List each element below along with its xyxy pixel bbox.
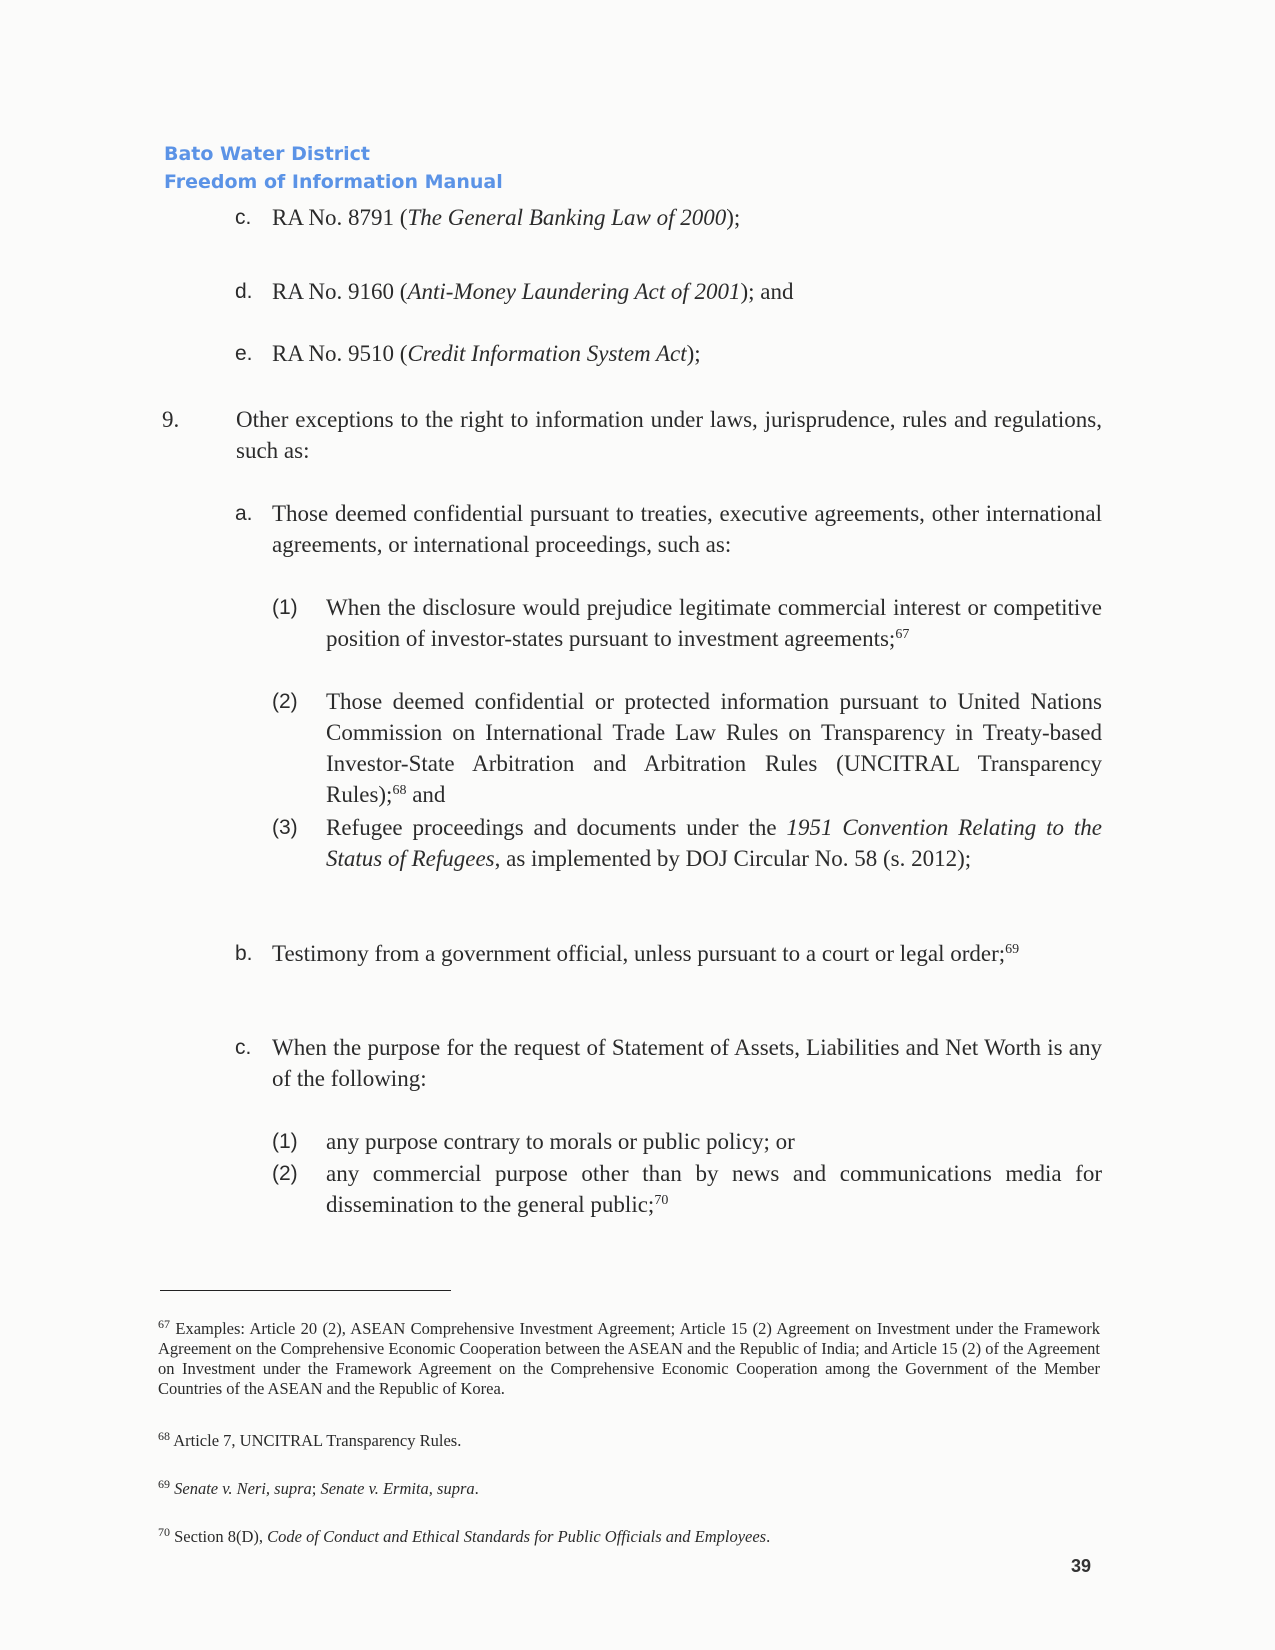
list-item-b-testimony (0, 938, 1275, 1000)
law-title: Credit Information System Act (407, 341, 687, 366)
item-label: e. (235, 342, 253, 365)
item-text: RA No. 9160 (Anti-Money Laundering Act of 2001); and (272, 279, 794, 304)
sub-item-a1 (0, 592, 1275, 685)
item-label: a. (235, 502, 253, 525)
item-text: Those deemed confidential or protected information pursuant to United Nations Commission on International Trade Law Rules on Transparency in Treaty-based Investor-State Arbitration and Arbitration Rules (UNCITRAL Transparency Rules);$^{68}$ and (326, 689, 1102, 807)
item-text: When the disclosure would prejudice legitimate commercial interest or competitive position of investor-states pursuant to investment agreements;$^{67}$ (326, 595, 1102, 651)
document-header (164, 140, 503, 196)
item-label: d. (235, 280, 253, 303)
item-text: Testimony from a government official, unless pursuant to a court or legal order;$^{69}$ (272, 941, 1020, 966)
footnote-67: $^{67}$ Examples: Article 20 (2), ASEAN Comprehensive Investment Agreement; Article 15 (2) Agreement on Investment under the Framework Agreement on the Comprehensive Economic Cooperation between the ASEAN and the Republic of India; and Article 15 (2) of the Agreement on Investment under the Framework Agreement on the Comprehensive Economic Cooperation among the Government of the Member Countries of the ASEAN and the Republic of Korea. (158, 1317, 1100, 1398)
item-label: c. (235, 1036, 252, 1059)
list-item-e-ra9510 (0, 338, 1275, 369)
footnote-69: $^{69}$ Senate v. Neri, supra; Senate v. Ermita, supra. (158, 1477, 479, 1498)
law-title: Anti-Money Laundering Act of 2001 (407, 279, 741, 304)
law-title: The General Banking Law of 2000 (407, 205, 727, 230)
item-label: (1) (272, 596, 298, 619)
footnote-ref[interactable]: 68 (392, 783, 407, 798)
item-label: b. (235, 942, 253, 965)
item-label: (1) (272, 1130, 298, 1153)
list-item-c-saln (0, 1032, 1275, 1094)
footnote-70: $^{70}$ Section 8(D), Code of Conduct and Ethical Standards for Public Officials and Employees. (158, 1525, 771, 1546)
item-text: any commercial purpose other than by news and communications media for dissemination to the general public;$^{70}$ (326, 1161, 1102, 1217)
sub-item-c1 (0, 1126, 1275, 1157)
item-text: any purpose contrary to morals or public policy; or (326, 1129, 795, 1154)
list-item-a-treaties (0, 498, 1275, 560)
item-text: Those deemed confidential pursuant to treaties, executive agreements, other international agreements, or international proceedings, such as: (272, 501, 1102, 557)
list-item-9-other-exceptions (0, 404, 1275, 466)
sub-item-a2 (0, 686, 1275, 810)
item-text: Other exceptions to the right to information under laws, jurisprudence, rules and regulations, such as: (236, 407, 1102, 463)
convention-title: 1951 Convention Relating to the Status of Refugees (326, 815, 1102, 871)
item-text: Refugee proceedings and documents under the 1951 Convention Relating to the Status of Refugees, as implemented by DOJ Circular No. 58 (s. 2012); (326, 815, 1102, 871)
item-label: (2) (272, 690, 298, 713)
footnote-68: $^{68}$ Article 7, UNCITRAL Transparency Rules. (158, 1429, 462, 1450)
item-label: (2) (272, 1162, 298, 1185)
item-text: RA No. 9510 (Credit Information System Act); (272, 341, 701, 366)
sub-item-c2 (0, 1158, 1275, 1220)
footnote-ref[interactable]: 70 (654, 1193, 669, 1208)
sub-item-a3 (0, 812, 1275, 905)
list-item-c-ra8791 (0, 202, 1275, 233)
footnote-divider (160, 1290, 451, 1291)
footnote-number: 68 (158, 1429, 170, 1443)
header-manual-title: Freedom of Information Manual (164, 171, 503, 193)
item-label: 9. (162, 407, 180, 432)
footnote-ref[interactable]: 67 (895, 627, 910, 642)
page-number: 39 (1071, 1556, 1092, 1576)
footnote-number: 67 (158, 1317, 170, 1331)
footnote-ref[interactable]: 69 (1005, 942, 1020, 957)
header-organization: Bato Water District (164, 143, 371, 165)
item-text: RA No. 8791 (The General Banking Law of 2000); (272, 205, 741, 230)
item-label: c. (235, 206, 252, 229)
footnote-number: 70 (158, 1525, 170, 1539)
item-label: (3) (272, 816, 298, 839)
item-text: When the purpose for the request of Statement of Assets, Liabilities and Net Worth is any of the following: (272, 1035, 1102, 1091)
list-item-d-ra9160 (0, 276, 1275, 307)
footnote-number: 69 (158, 1477, 170, 1491)
